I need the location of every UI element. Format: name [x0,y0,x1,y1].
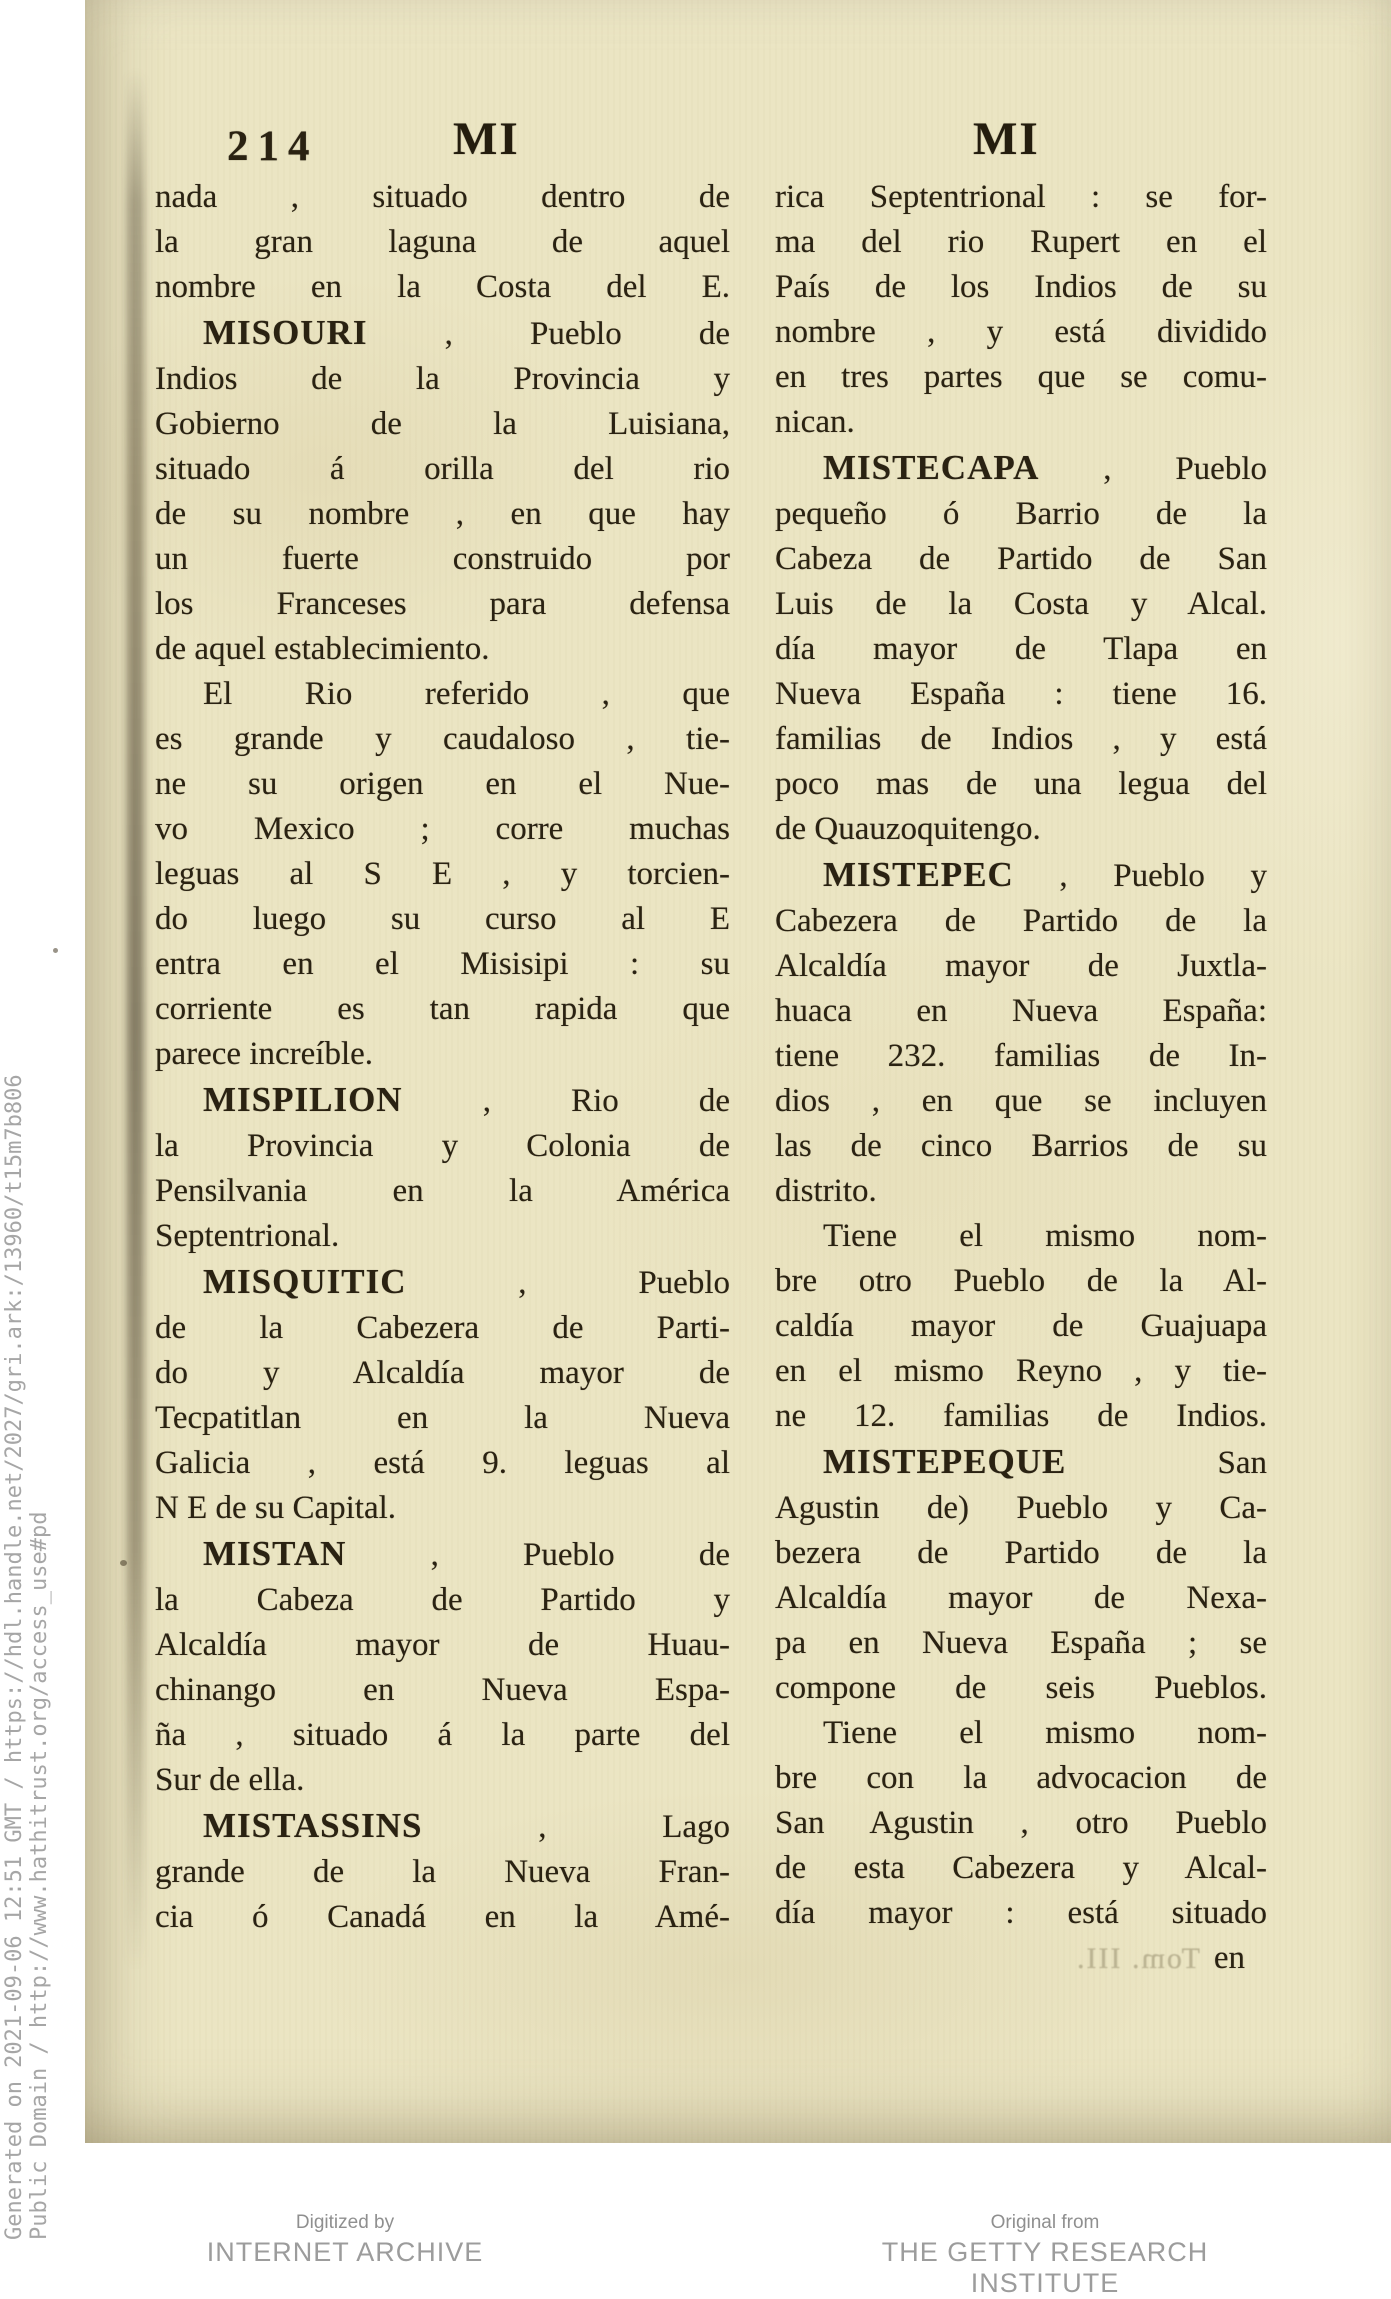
text-line: grande de la Nueva Fran- [155,1854,730,1890]
entry-headword: MISTASSINS [203,1806,423,1845]
text-line: pa en Nueva España ; se [775,1625,1267,1661]
text-line: MISTECAPA , Pueblo [823,448,1267,487]
text-line: do luego su curso al E [155,901,730,937]
original-from-label: Original from [990,2212,1100,2233]
text-line: Cabezera de Partido de la [775,903,1267,939]
text-line: ne su origen en el Nue- [155,766,730,802]
text-line: parece increíble. [155,1036,374,1072]
entry-headword: MISTEPEQUE [823,1442,1067,1481]
text-line: rica Septentrional : se for- [775,179,1267,215]
entry-headword: MISTECAPA [823,448,1040,487]
text-line: la gran laguna de aquel [155,224,730,260]
text-line: do y Alcaldía mayor de [155,1355,730,1391]
text-line: Alcaldía mayor de Huau- [155,1627,730,1663]
text-line: MISTASSINS , Lago [203,1806,730,1845]
getty-research-institute-label: THE GETTY RESEARCH INSTITUTE [881,2237,1209,2298]
text-line: MISQUITIC , Pueblo [203,1262,730,1301]
text-line: MISPILION , Rio de [203,1080,730,1119]
text-line: Tiene el mismo nom- [823,1715,1267,1751]
text-line: caldía mayor de Guajuapa [775,1308,1267,1344]
text-line: de su nombre , en que hay [155,496,730,532]
text-line: Tiene el mismo nom- [823,1218,1267,1254]
text-line: Alcaldía mayor de Juxtla- [775,948,1267,984]
text-line: día mayor : está situado [775,1895,1267,1931]
entry-headword: MISPILION [203,1080,403,1119]
text-line: MISTAN , Pueblo de [203,1534,730,1573]
text-line: leguas al S E , y torcien- [155,856,730,892]
text-line: distrito. [775,1173,877,1209]
running-header-right: MI [973,113,1040,165]
text-line: bre otro Pueblo de la Al- [775,1263,1267,1299]
text-line: nombre en la Costa del E. [155,269,730,305]
text-line: ma del rio Rupert en el [775,224,1267,260]
text-line: la Cabeza de Partido y [155,1582,730,1618]
text-line: MISTEPEC , Pueblo y [823,855,1267,894]
text-line: Agustin de) Pueblo y Ca- [775,1490,1267,1526]
text-line: MISTEPEQUE San [823,1442,1267,1481]
text-line: ña , situado á la parte del [155,1717,730,1753]
scanned-book-page [85,0,1391,2143]
text-line: compone de seis Pueblos. [775,1670,1267,1706]
ink-speck [53,948,58,953]
text-line: Luis de la Costa y Alcal. [775,586,1267,622]
text-line: dios , en que se incluyen [775,1083,1267,1119]
text-line: cia ó Canadá en la Amé- [155,1899,730,1935]
text-line: Indios de la Provincia y [155,361,730,397]
text-line: un fuerte construido por [155,541,730,577]
catchword-line: Tom. III. en [775,1936,1267,1981]
text-line: Tecpatitlan en la Nueva [155,1400,730,1436]
show-through-ghost-text: Tom. III. [1074,1942,1200,1975]
text-line: pequeño ó Barrio de la [775,496,1267,532]
text-line: de esta Cabezera y Alcal- [775,1850,1267,1886]
original-from-footer [830,2212,1260,2299]
text-line: San Agustin , otro Pueblo [775,1805,1267,1841]
text-line: entra en el Misisipi : su [155,946,730,982]
text-line: bezera de Partido de la [775,1535,1267,1571]
text-line: situado á orilla del rio [155,451,730,487]
text-line: de aquel establecimiento. [155,631,490,667]
text-line: MISOURI , Pueblo de [203,313,730,352]
text-line: vo Mexico ; corre muchas [155,811,730,847]
text-line: huaca en Nueva España: [775,993,1267,1029]
entry-headword: MISQUITIC [203,1262,407,1301]
entry-headword: MISTEPEC [823,855,1014,894]
text-line: Alcaldía mayor de Nexa- [775,1580,1267,1616]
text-line: la Provincia y Colonia de [155,1128,730,1164]
digitized-by-footer [165,2212,525,2268]
text-line: País de los Indios de su [775,269,1267,305]
ink-speck [120,1560,127,1566]
text-line: los Franceses para defensa [155,586,730,622]
text-line: nombre , y está dividido [775,314,1267,350]
hathitrust-public-domain-watermark: Public Domain / http://www.hathitrust.org/access_use#pd [27,1511,52,2240]
digitized-by-label: Digitized by [295,2212,395,2233]
text-line: Gobierno de la Luisiana, [155,406,730,442]
text-line: Cabeza de Partido de San [775,541,1267,577]
text-line: bre con la advocacion de [775,1760,1267,1796]
text-line: Nueva España : tiene 16. [775,676,1267,712]
left-text-column [155,175,730,1940]
text-line: las de cinco Barrios de su [775,1128,1267,1164]
text-line: día mayor de Tlapa en [775,631,1267,667]
text-line: en tres partes que se comu- [775,359,1267,395]
text-line: de la Cabezera de Parti- [155,1310,730,1346]
internet-archive-label: INTERNET ARCHIVE [206,2237,484,2267]
text-line: es grande y caudaloso , tie- [155,721,730,757]
text-line: tiene 232. familias de In- [775,1038,1267,1074]
text-line: Sur de ella. [155,1762,305,1798]
text-line: Septentrional. [155,1218,340,1254]
text-line: en el mismo Reyno , y tie- [775,1353,1267,1389]
hathitrust-generated-watermark: Generated on 2021-09-06 12:51 GMT / https://hdl.handle.net/2027/gri.ark:/13960/t15m7b806 [2,1074,27,2240]
entry-headword: MISTAN [203,1534,347,1573]
page-gutter-shadow [127,70,144,1970]
text-line: de Quauzoquitengo. [775,811,1041,847]
text-line: N E de su Capital. [155,1490,397,1526]
text-line: corriente es tan rapida que [155,991,730,1027]
running-header-left: MI [453,113,520,165]
text-line: familias de Indios , y está [775,721,1267,757]
entry-headword: MISOURI [203,313,368,352]
text-line: nada , situado dentro de [155,179,730,215]
text-line: poco mas de una legua del [775,766,1267,802]
text-line: nican. [775,404,855,440]
text-line: El Rio referido , que [203,676,730,712]
text-line: chinango en Nueva Espa- [155,1672,730,1708]
text-line: Galicia , está 9. leguas al [155,1445,730,1481]
text-line: ne 12. familias de Indios. [775,1398,1267,1434]
text-line: Pensilvania en la América [155,1173,730,1209]
right-text-column [775,175,1267,1981]
page-number: 214 [227,123,319,170]
